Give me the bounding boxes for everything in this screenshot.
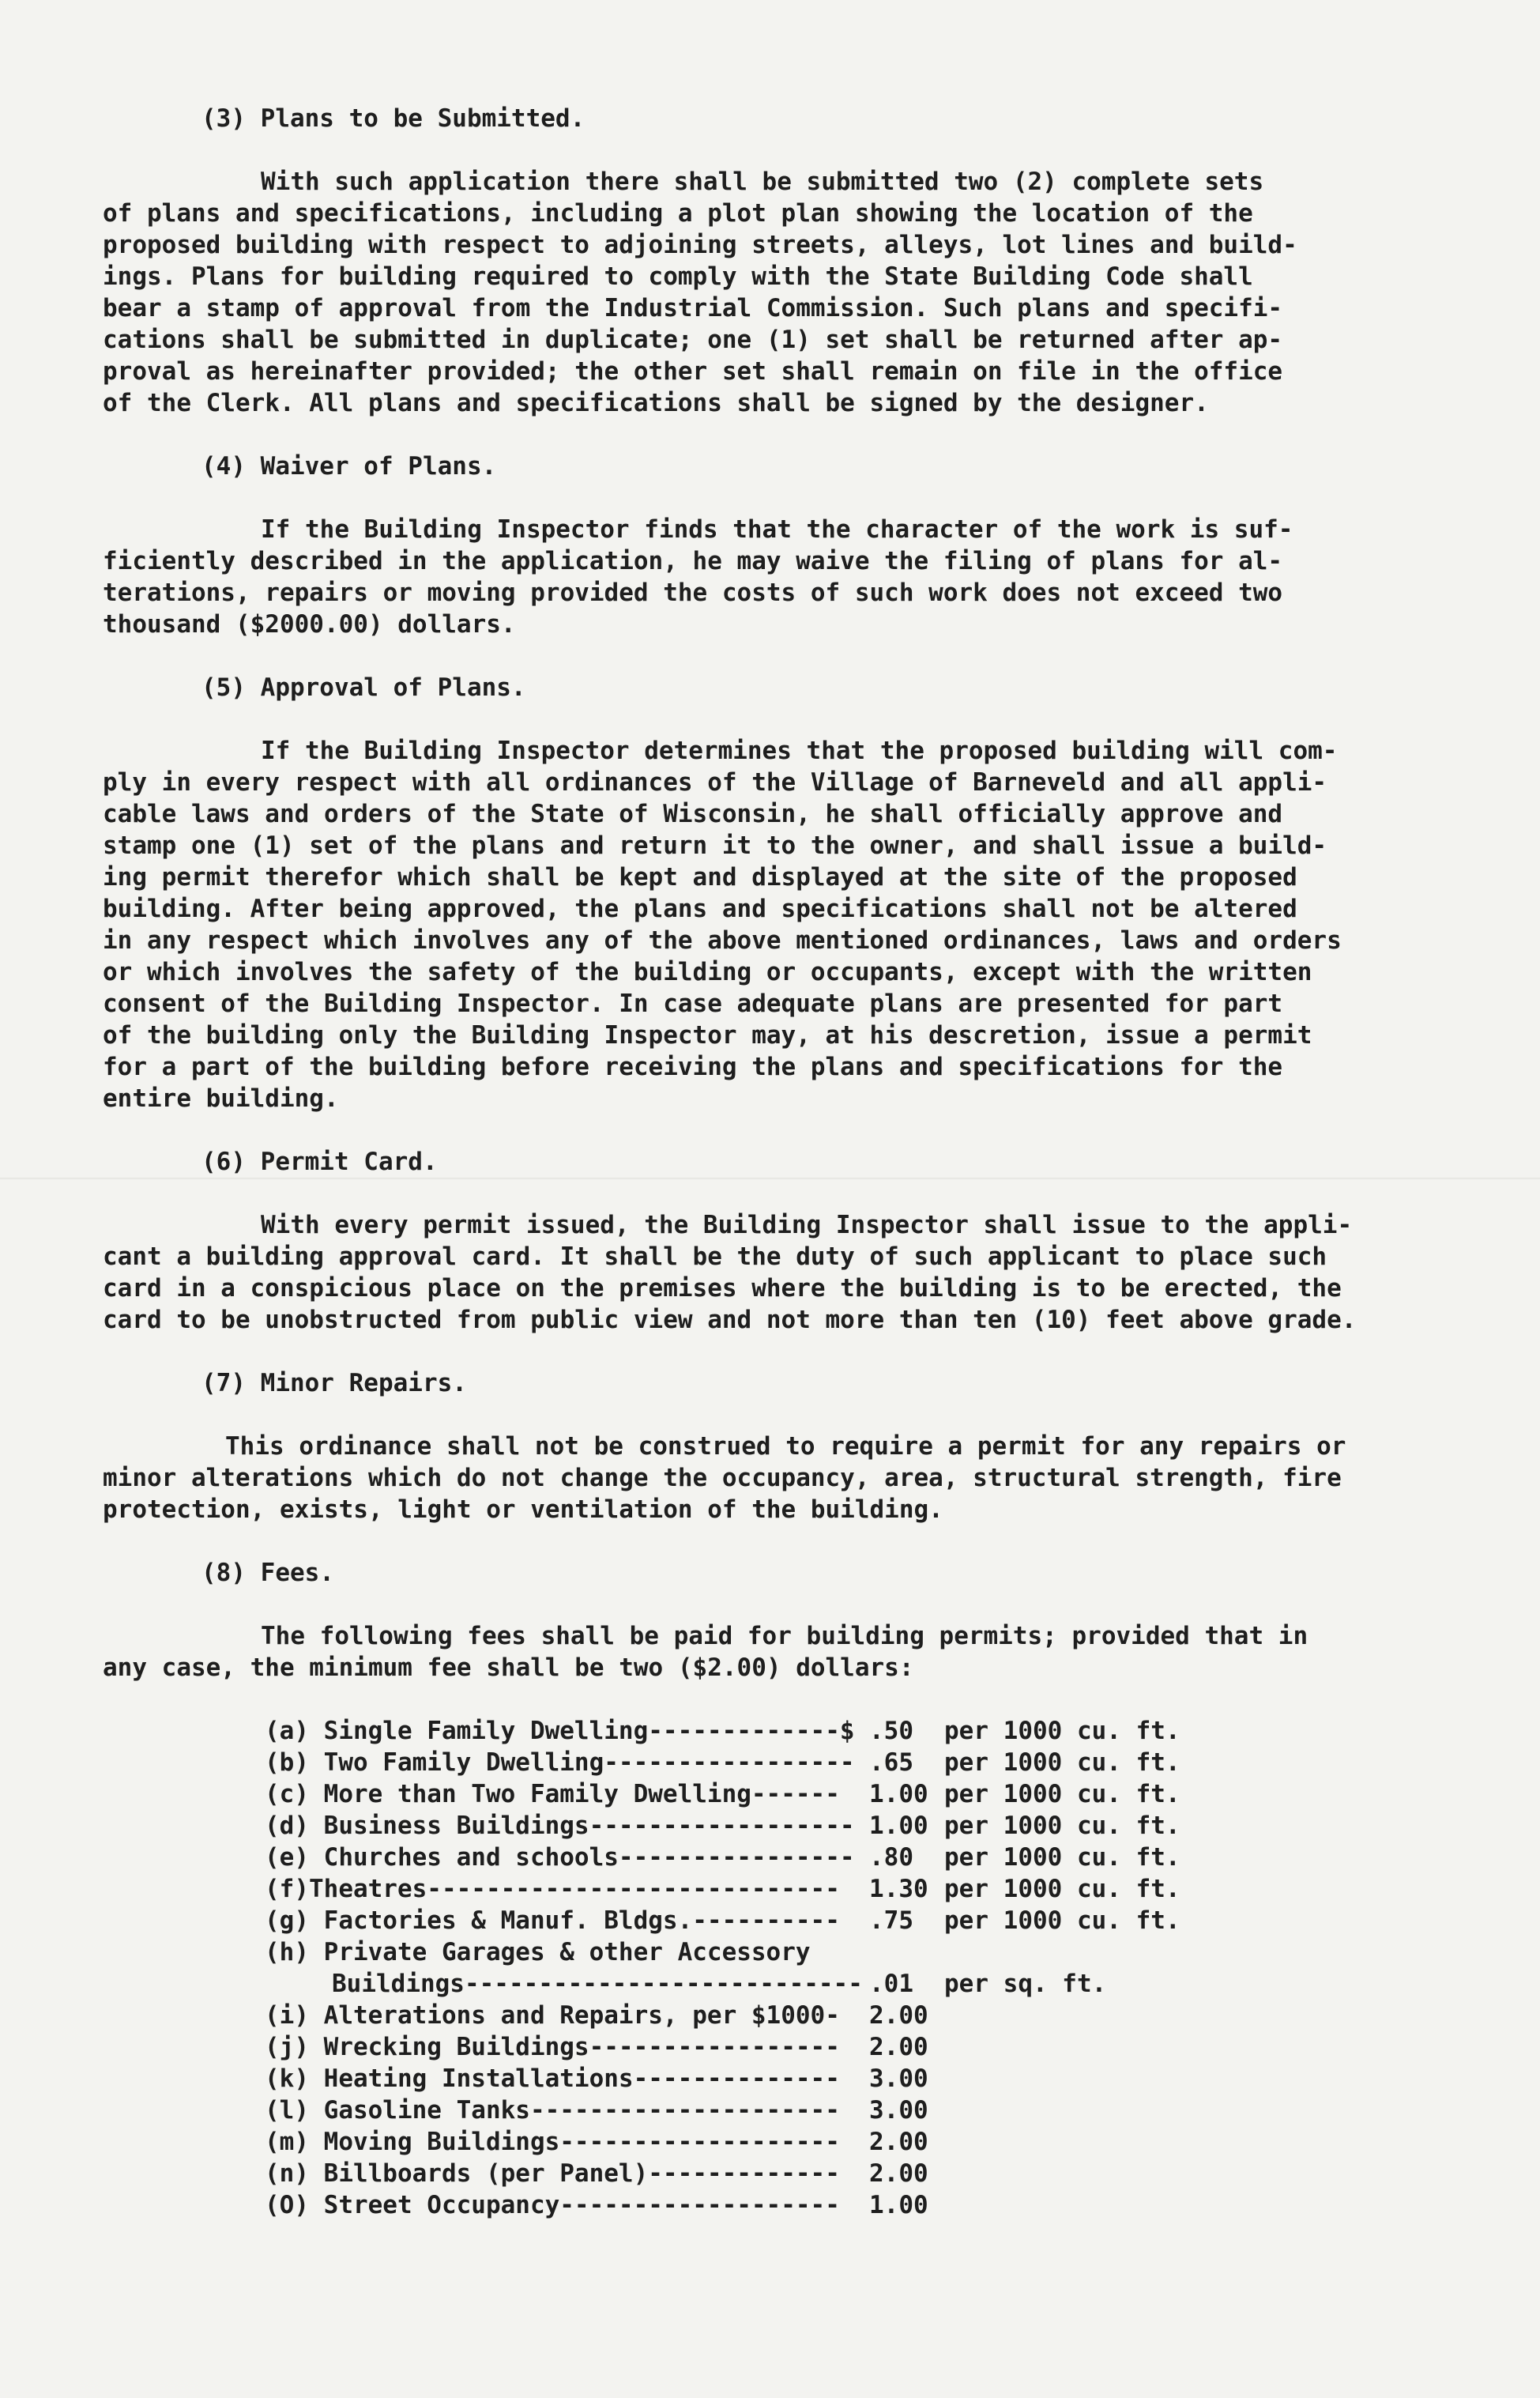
section-body-fees [103, 1620, 1462, 1684]
fee-row [265, 2031, 1462, 2063]
fee-row [265, 1905, 1462, 1936]
fee-row [265, 1778, 1462, 1810]
text-line: card in a conspicious place on the premises where the building is to be erected, the [103, 1274, 1342, 1303]
section-heading-plans-submitted: (3) Plans to be Submitted. [201, 104, 586, 133]
fee-schedule [265, 1715, 1462, 2221]
fee-amount: 1.00 [869, 1812, 928, 1840]
text-line: If the Building Inspector determines that the proposed building will com- [261, 737, 1338, 765]
fee-label: (f)Theatres---------------------------- [265, 1875, 840, 1903]
fee-label: (j) Wrecking Buildings----------------- [265, 2033, 840, 2061]
fee-unit: per 1000 cu. ft. [944, 1906, 1180, 1935]
fee-unit: per 1000 cu. ft. [944, 1875, 1180, 1903]
fee-label: (e) Churches and schools---------------- [265, 1843, 855, 1872]
fee-unit: per 1000 cu. ft. [944, 1843, 1180, 1872]
text-line: proval as hereinafter provided; the other set shall remain on file in the office [103, 357, 1283, 386]
text-line: entire building. [103, 1084, 339, 1113]
fee-row [265, 2189, 1462, 2221]
fee-amount: 2.00 [869, 2033, 928, 2061]
text-line: of the Clerk. All plans and specifications shall be signed by the designer. [103, 389, 1209, 417]
fee-row [265, 2094, 1462, 2126]
fee-row [265, 1936, 1462, 1968]
text-line: or which involves the safety of the building or occupants, except with the written [103, 958, 1312, 986]
ordinance-text [103, 103, 1462, 2221]
section-heading-waiver-of-plans: (4) Waiver of Plans. [201, 452, 497, 481]
section-heading-permit-card: (6) Permit Card. [201, 1148, 438, 1176]
text-line: The following fees shall be paid for building permits; provided that in [261, 1622, 1308, 1650]
fee-amount: 2.00 [869, 2001, 928, 2030]
text-line: minor alterations which do not change the occupancy, area, structural strength, fire [103, 1464, 1342, 1492]
fee-amount: .75 [869, 1906, 913, 1935]
fee-amount: 1.00 [869, 1780, 928, 1808]
text-line: protection, exists, light or ventilation of the building. [103, 1495, 943, 1524]
text-line: any case, the minimum fee shall be two ($2.00) dollars: [103, 1653, 914, 1682]
text-line: ings. Plans for building required to comply with the State Building Code shall [103, 262, 1253, 291]
section-body-minor-repairs [103, 1431, 1462, 1525]
fee-row [265, 2126, 1462, 2158]
fee-row [265, 2063, 1462, 2094]
fee-amount: .01 [869, 1970, 913, 1998]
section-body-plans-submitted [103, 166, 1462, 419]
fee-row [265, 2158, 1462, 2189]
text-line: terations, repairs or moving provided the costs of such work does not exceed two [103, 579, 1283, 607]
fee-amount: 3.00 [869, 2096, 928, 2125]
section-body-approval-of-plans [103, 735, 1462, 1114]
fee-label: (O) Street Occupancy------------------- [265, 2191, 840, 2219]
text-line: building. After being approved, the plans and specifications shall not be altered [103, 895, 1297, 923]
fee-label: Buildings--------------------------- [332, 1970, 863, 1998]
text-line: If the Building Inspector finds that the character of the work is suf- [261, 515, 1293, 544]
fee-row [265, 1873, 1462, 1905]
text-line: for a part of the building before receiving the plans and specifications for the [103, 1053, 1283, 1081]
fee-label: (b) Two Family Dwelling----------------- [265, 1748, 855, 1777]
text-line: stamp one (1) set of the plans and return it to the owner, and shall issue a build- [103, 831, 1327, 860]
fee-row [265, 2000, 1462, 2031]
fee-amount: 3.00 [869, 2064, 928, 2093]
fee-amount: 1.00 [869, 2191, 928, 2219]
text-line: in any respect which involves any of the above mentioned ordinances, laws and orders [103, 926, 1342, 955]
fee-amount: .65 [869, 1748, 913, 1777]
fee-amount: 2.00 [869, 2159, 928, 2188]
fee-unit: per 1000 cu. ft. [944, 1748, 1180, 1777]
text-line: of plans and specifications, including a plot plan showing the location of the [103, 199, 1253, 228]
fee-unit: per 1000 cu. ft. [944, 1780, 1180, 1808]
fee-row [265, 1747, 1462, 1778]
fee-amount: 2.00 [869, 2128, 928, 2156]
text-line: ply in every respect with all ordinances of the Village of Barneveld and all appli- [103, 768, 1327, 797]
fee-label: (l) Gasoline Tanks--------------------- [265, 2096, 840, 2125]
text-line: With every permit issued, the Building Inspector shall issue to the appli- [261, 1211, 1353, 1239]
fee-row [265, 1842, 1462, 1873]
fee-label: (c) More than Two Family Dwelling------ [265, 1780, 840, 1808]
text-line: of the building only the Building Inspector may, at his descretion, issue a permit [103, 1021, 1312, 1050]
text-line: proposed building with respect to adjoining streets, alleys, lot lines and build- [103, 231, 1297, 259]
section-heading-approval-of-plans: (5) Approval of Plans. [201, 673, 526, 702]
fee-label: (d) Business Buildings------------------ [265, 1812, 855, 1840]
fee-unit: per 1000 cu. ft. [944, 1717, 1180, 1745]
section-body-waiver-of-plans [103, 514, 1462, 640]
fee-row [265, 1715, 1462, 1747]
fee-unit: per sq. ft. [944, 1970, 1107, 1998]
text-line: ficiently described in the application, he may waive the filing of plans for al- [103, 547, 1283, 575]
text-line: ing permit therefor which shall be kept and displayed at the site of the proposed [103, 863, 1297, 892]
section-heading-minor-repairs: (7) Minor Repairs. [201, 1369, 467, 1397]
fee-label: (g) Factories & Manuf. Bldgs.---------- [265, 1906, 840, 1935]
fee-row [265, 1968, 1462, 2000]
fee-label: (h) Private Garages & other Accessory [265, 1938, 811, 1966]
fee-label: (m) Moving Buildings------------------- [265, 2128, 840, 2156]
fee-label: (a) Single Family Dwelling-------------$ [265, 1717, 855, 1745]
fee-amount: 1.30 [869, 1875, 928, 1903]
fee-row [265, 1810, 1462, 1842]
text-line: cations shall be submitted in duplicate; one (1) set shall be returned after ap- [103, 326, 1283, 354]
fee-amount: .50 [869, 1717, 913, 1745]
fee-label: (n) Billboards (per Panel)------------- [265, 2159, 840, 2188]
text-line: card to be unobstructed from public view and not more than ten (10) feet above grade. [103, 1306, 1357, 1334]
fee-label: (k) Heating Installations-------------- [265, 2064, 840, 2093]
section-heading-fees: (8) Fees. [201, 1559, 334, 1587]
text-line: cant a building approval card. It shall be the duty of such applicant to place such [103, 1242, 1327, 1271]
section-body-permit-card [103, 1209, 1462, 1336]
fee-amount: .80 [869, 1843, 913, 1872]
text-line: consent of the Building Inspector. In case adequate plans are presented for part [103, 990, 1283, 1018]
fee-unit: per 1000 cu. ft. [944, 1812, 1180, 1840]
text-line: cable laws and orders of the State of Wisconsin, he shall officially approve and [103, 800, 1283, 828]
text-line: bear a stamp of approval from the Industrial Commission. Such plans and specifi- [103, 294, 1283, 322]
fee-label: (i) Alterations and Repairs, per $1000- [265, 2001, 840, 2030]
text-line: With such application there shall be submitted two (2) complete sets [261, 168, 1264, 196]
text-line: This ordinance shall not be construed to require a permit for any repairs or [225, 1432, 1346, 1461]
text-line: thousand ($2000.00) dollars. [103, 610, 516, 639]
